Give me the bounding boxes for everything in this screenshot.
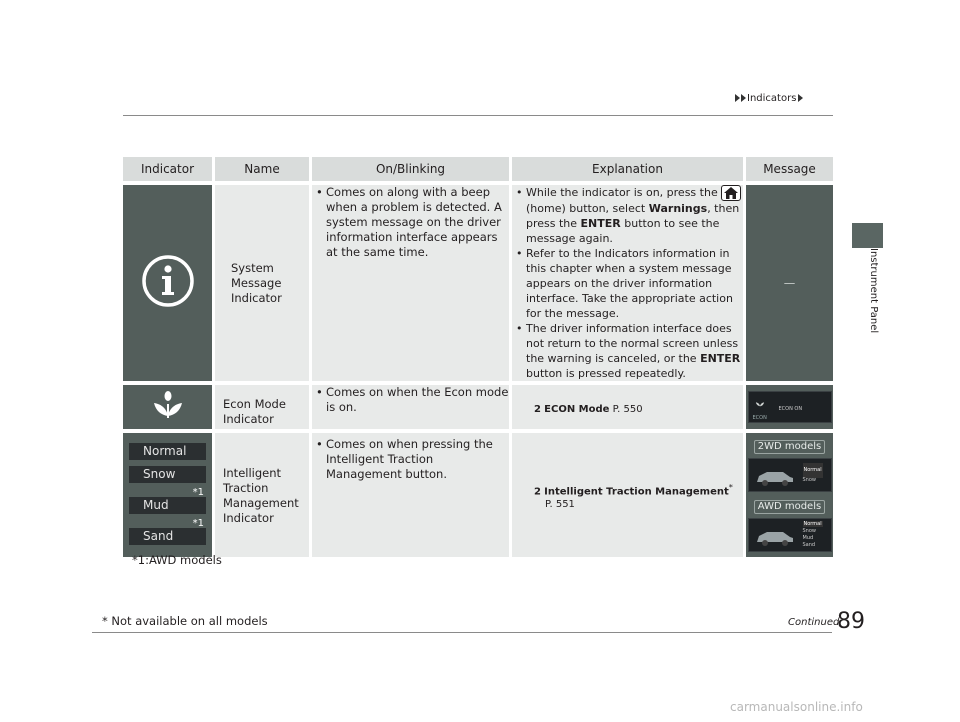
cross-reference[interactable]: 2 Intelligent Traction Management* P. 551 [534, 482, 733, 511]
list-item: • Comes on when the Econ mode is on. [312, 385, 509, 415]
breadcrumb [735, 93, 804, 104]
continued-label: Continued [788, 617, 840, 628]
mode-sand-label: Sand [129, 528, 206, 545]
indicator-name: Intelligent Traction Management Indicator [223, 466, 299, 525]
2wd-screen-image: Normal Snow [748, 458, 832, 492]
triangle-right-icon [798, 94, 803, 102]
footer-rule [92, 632, 832, 633]
mode-normal-label: Normal [129, 443, 206, 460]
suv-icon [755, 469, 795, 487]
explanation-cell [512, 181, 746, 381]
econ-leaf-icon [755, 398, 765, 408]
awd-screen-image: Normal Snow Mud Sand [748, 518, 832, 552]
indicator-name: Econ Mode Indicator [223, 397, 286, 426]
on-blinking-cell [312, 381, 512, 429]
star-note: *1 [192, 487, 204, 498]
indicator-table [123, 157, 833, 557]
list-item: • While the indicator is on, press the (home) button, select Warnings, then press the ENTER button to see the message again. [512, 185, 743, 246]
column-header: Message [746, 157, 833, 181]
table-row [123, 381, 833, 429]
message-cell [746, 429, 833, 557]
list-item: • Comes on when pressing the Intelligent Traction Management button. [312, 437, 509, 482]
explanation-cell [512, 429, 746, 557]
awd-models-tag: AWD models [754, 500, 825, 514]
reference-arrow-icon: 2 [534, 404, 541, 415]
home-icon [721, 185, 741, 201]
message-cell: — [746, 181, 833, 381]
triangle-right-icon [741, 94, 746, 102]
name-cell [215, 181, 312, 381]
suv-icon [755, 529, 795, 547]
watermark: carmanualsonline.info [730, 700, 863, 714]
indicator-cell [123, 381, 215, 429]
chapter-tab [852, 223, 883, 248]
breadcrumb-label: Indicators [747, 93, 797, 104]
triangle-right-icon [735, 94, 740, 102]
on-blinking-cell [312, 181, 512, 381]
list-item: • Comes on along with a beep when a problem is detected. A system message on the driver information interface appears at the same time. [312, 185, 509, 260]
column-header: Indicator [123, 157, 215, 181]
indicator-name: System Message Indicator [231, 261, 282, 305]
indicator-cell [123, 429, 215, 557]
on-blinking-cell [312, 429, 512, 557]
econ-screen-image: ECON ECON ON [748, 391, 832, 423]
info-circle-icon [141, 254, 195, 308]
message-cell [746, 381, 833, 429]
econ-leaf-icon [151, 390, 185, 420]
page-number: 89 [837, 609, 865, 634]
table-row [123, 429, 833, 557]
list-item: • Refer to the Indicators information in this chapter when a system message appears on the driver information interface. Take the appropriate action for the message. [512, 246, 743, 321]
availability-note: * Not available on all models [102, 614, 268, 628]
2wd-models-tag: 2WD models [754, 440, 825, 454]
star-note: *1 [192, 518, 204, 529]
column-header: Explanation [512, 157, 746, 181]
column-header: On/Blinking [312, 157, 512, 181]
name-cell [215, 429, 312, 557]
name-cell [215, 381, 312, 429]
explanation-cell [512, 381, 746, 429]
header-rule [123, 115, 833, 116]
chapter-label: Instrument Panel [868, 248, 879, 334]
cross-reference[interactable]: 2 ECON Mode P. 550 [534, 404, 643, 415]
table-row [123, 181, 833, 381]
reference-arrow-icon: 2 [534, 486, 541, 498]
column-header: Name [215, 157, 312, 181]
mode-mud-label: Mud [129, 497, 206, 514]
list-item: • The driver information interface does not return to the normal screen unless the warning is canceled, or the ENTER button is pressed repeatedly. [512, 321, 743, 381]
indicator-cell [123, 181, 215, 381]
table-header-row [123, 157, 833, 181]
mode-snow-label: Snow [129, 466, 206, 483]
footnote: *1:AWD models [132, 553, 222, 567]
